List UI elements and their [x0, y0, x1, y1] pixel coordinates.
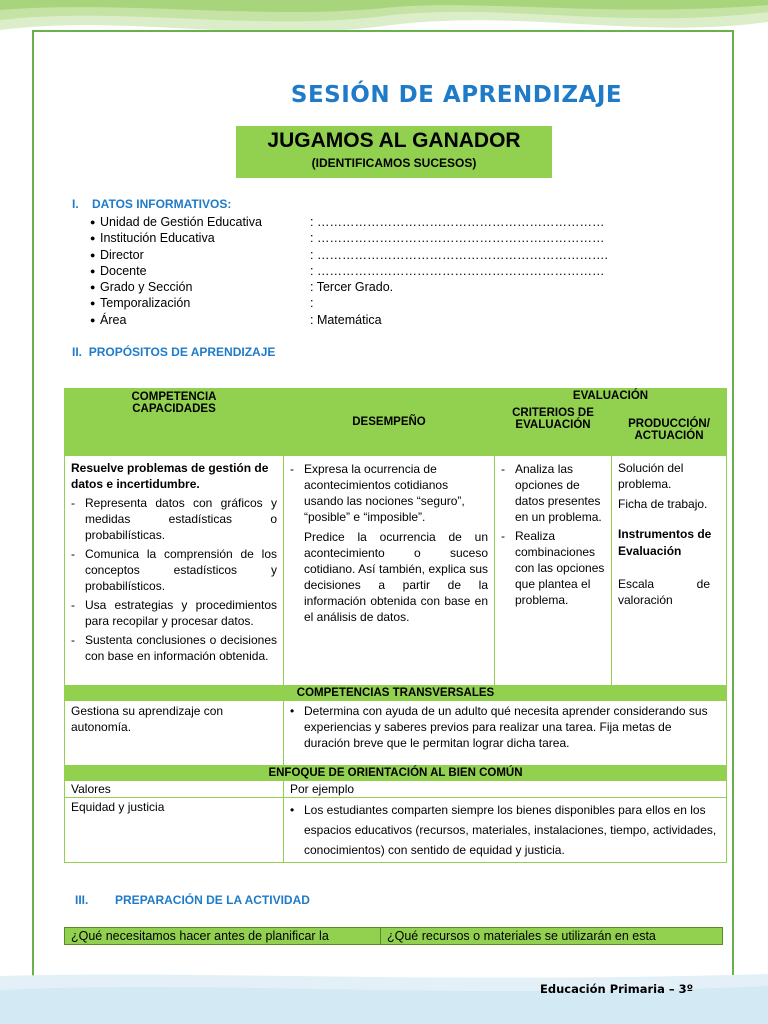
info-row-ugel [90, 214, 608, 230]
prep-column-1: ¿Qué necesitamos hacer antes de planificar la [65, 928, 381, 945]
list-item: • Determina con ayuda de un adulto qué necesita aprender considerando sus experiencias y saberes previos para realizar una tarea. Fija metas de duración breve que le permitan lograr dicha tarea. [290, 703, 720, 751]
section-label: DATOS INFORMATIVOS: [92, 197, 232, 211]
purposes-table [64, 388, 727, 863]
cell-desempeno [284, 456, 495, 686]
desempeno-list [290, 461, 488, 525]
footer-text: Educación Primaria – 3º [540, 982, 694, 996]
info-list [90, 214, 608, 328]
info-value: : ……………………………………………………………. [310, 247, 608, 262]
list-item: - Analiza las opciones de datos presentes en un problema. [501, 461, 605, 525]
bullet-icon: ● [90, 298, 96, 309]
list-item: - Sustenta conclusiones o decisiones con base en información obtenida. [71, 632, 277, 664]
session-banner [236, 126, 552, 178]
section-preparacion [75, 893, 310, 907]
header-valores: Valores [65, 781, 284, 798]
info-label: Grado y Sección [100, 280, 193, 295]
criterios-list [501, 461, 605, 608]
header-por-ejemplo: Por ejemplo [284, 781, 727, 798]
header-transversales: COMPETENCIAS TRANSVERSALES [65, 686, 727, 701]
desempeno-paragraph: Predice la ocurrencia de un acontecimiento o suceso cotidiano. Así también, explica sus decisiones a partir de la información obtenida con base en el análisis de datos. [304, 530, 488, 624]
info-row-docente [90, 263, 608, 279]
preparation-table [64, 927, 723, 945]
header-criterios: CRITERIOS DE EVALUACIÓN [495, 405, 612, 456]
header-produccion: PRODUCCIÓN/ ACTUACIÓN [612, 405, 727, 456]
info-row-grado [90, 279, 608, 295]
prep-column-2: ¿Qué recursos o materiales se utilizarán en esta [381, 928, 723, 945]
bullet-icon: ● [90, 282, 96, 293]
cell-ejemplo [284, 798, 727, 863]
info-label: Docente [100, 263, 147, 278]
header-competencia-label: COMPETENCIA [131, 391, 217, 403]
header-desempeno: DESEMPEÑO [284, 389, 495, 456]
list-item: - Realiza combinaciones con las opciones que plantea el problema. [501, 528, 605, 608]
competencia-text: Resuelve problemas de gestión de datos e incertidumbre. [71, 461, 269, 491]
info-label: Institución Educativa [100, 231, 215, 246]
section-datos-informativos [72, 197, 231, 211]
bullet-icon: ● [90, 249, 96, 260]
list-item: - Expresa la ocurrencia de acontecimientos cotidianos usando las nociones “seguro”, “posible” e “imposible”. [290, 461, 488, 525]
info-row-temporalizacion [90, 295, 608, 311]
cell-criterios [495, 456, 612, 686]
bottom-decorative-wave [0, 970, 768, 1024]
list-item: - Usa estrategias y procedimientos para recopilar y procesar datos. [71, 597, 277, 629]
section-label: PROPÓSITOS DE APRENDIZAJE [88, 345, 276, 359]
cell-valor: Equidad y justicia [65, 798, 284, 863]
info-row-area [90, 312, 608, 328]
page-title: SESIÓN DE APRENDIZAJE [290, 82, 623, 108]
header-evaluacion: EVALUACIÓN [495, 389, 727, 405]
info-value: : …………………………………………………………… [310, 215, 605, 229]
list-item: - Representa datos con gráficos y medidas estadísticas o probabilísticas. [71, 495, 277, 543]
info-row-director [90, 247, 608, 263]
produccion-item: Solución del problema. [618, 461, 684, 491]
bullet-icon: ● [90, 265, 96, 276]
info-value: : [310, 296, 314, 311]
info-value: : Matemática [310, 312, 382, 327]
cell-competencia [65, 456, 284, 686]
bullet-icon: ● [90, 233, 96, 244]
cell-transversal-competencia: Gestiona su aprendizaje con autonomía. [65, 701, 284, 766]
bullet-icon: ● [90, 314, 96, 325]
header-enfoque: ENFOQUE DE ORIENTACIÓN AL BIEN COMÚN [65, 766, 727, 781]
instrumentos-label: Instrumentos de Evaluación [618, 527, 712, 558]
transversal-list [290, 703, 720, 751]
banner-main-title: JUGAMOS AL GANADOR [267, 129, 521, 152]
section-number: I. [72, 197, 79, 211]
info-label: Director [100, 247, 144, 262]
produccion-item: Ficha de trabajo. [618, 497, 708, 511]
section-number: III. [75, 893, 89, 907]
cell-produccion [612, 456, 727, 686]
info-label: Temporalización [100, 296, 191, 311]
info-row-institucion [90, 230, 608, 246]
cell-transversal-desempeno [284, 701, 727, 766]
capacidades-list [71, 495, 277, 664]
header-capacidades-label: CAPACIDADES [132, 403, 216, 415]
ejemplo-list [290, 800, 720, 860]
info-label: Unidad de Gestión Educativa [100, 215, 262, 229]
list-item: • Los estudiantes comparten siempre los bienes disponibles para ellos en los espacios educativos (recursos, materiales, instalaciones, tiempo, actividades, conocimientos) con sentido de equidad y justicia. [290, 800, 720, 860]
section-propositos [72, 345, 275, 359]
banner-subtitle: (IDENTIFICAMOS SUCESOS) [311, 156, 477, 170]
list-item: - Comunica la comprensión de los conceptos estadísticos y probabilísticos. [71, 546, 277, 594]
info-value: : …………………………………………………………… [310, 231, 605, 246]
header-competencia [65, 389, 284, 456]
section-label: PREPARACIÓN DE LA ACTIVIDAD [115, 893, 310, 907]
info-value: : …………………………………………………………… [310, 263, 605, 278]
info-value: : Tercer Grado. [310, 280, 394, 295]
bullet-icon: ● [90, 217, 96, 227]
instrumento-text: Escala de valoración [618, 577, 710, 607]
info-label: Área [100, 312, 127, 327]
section-number: II. [72, 345, 83, 359]
